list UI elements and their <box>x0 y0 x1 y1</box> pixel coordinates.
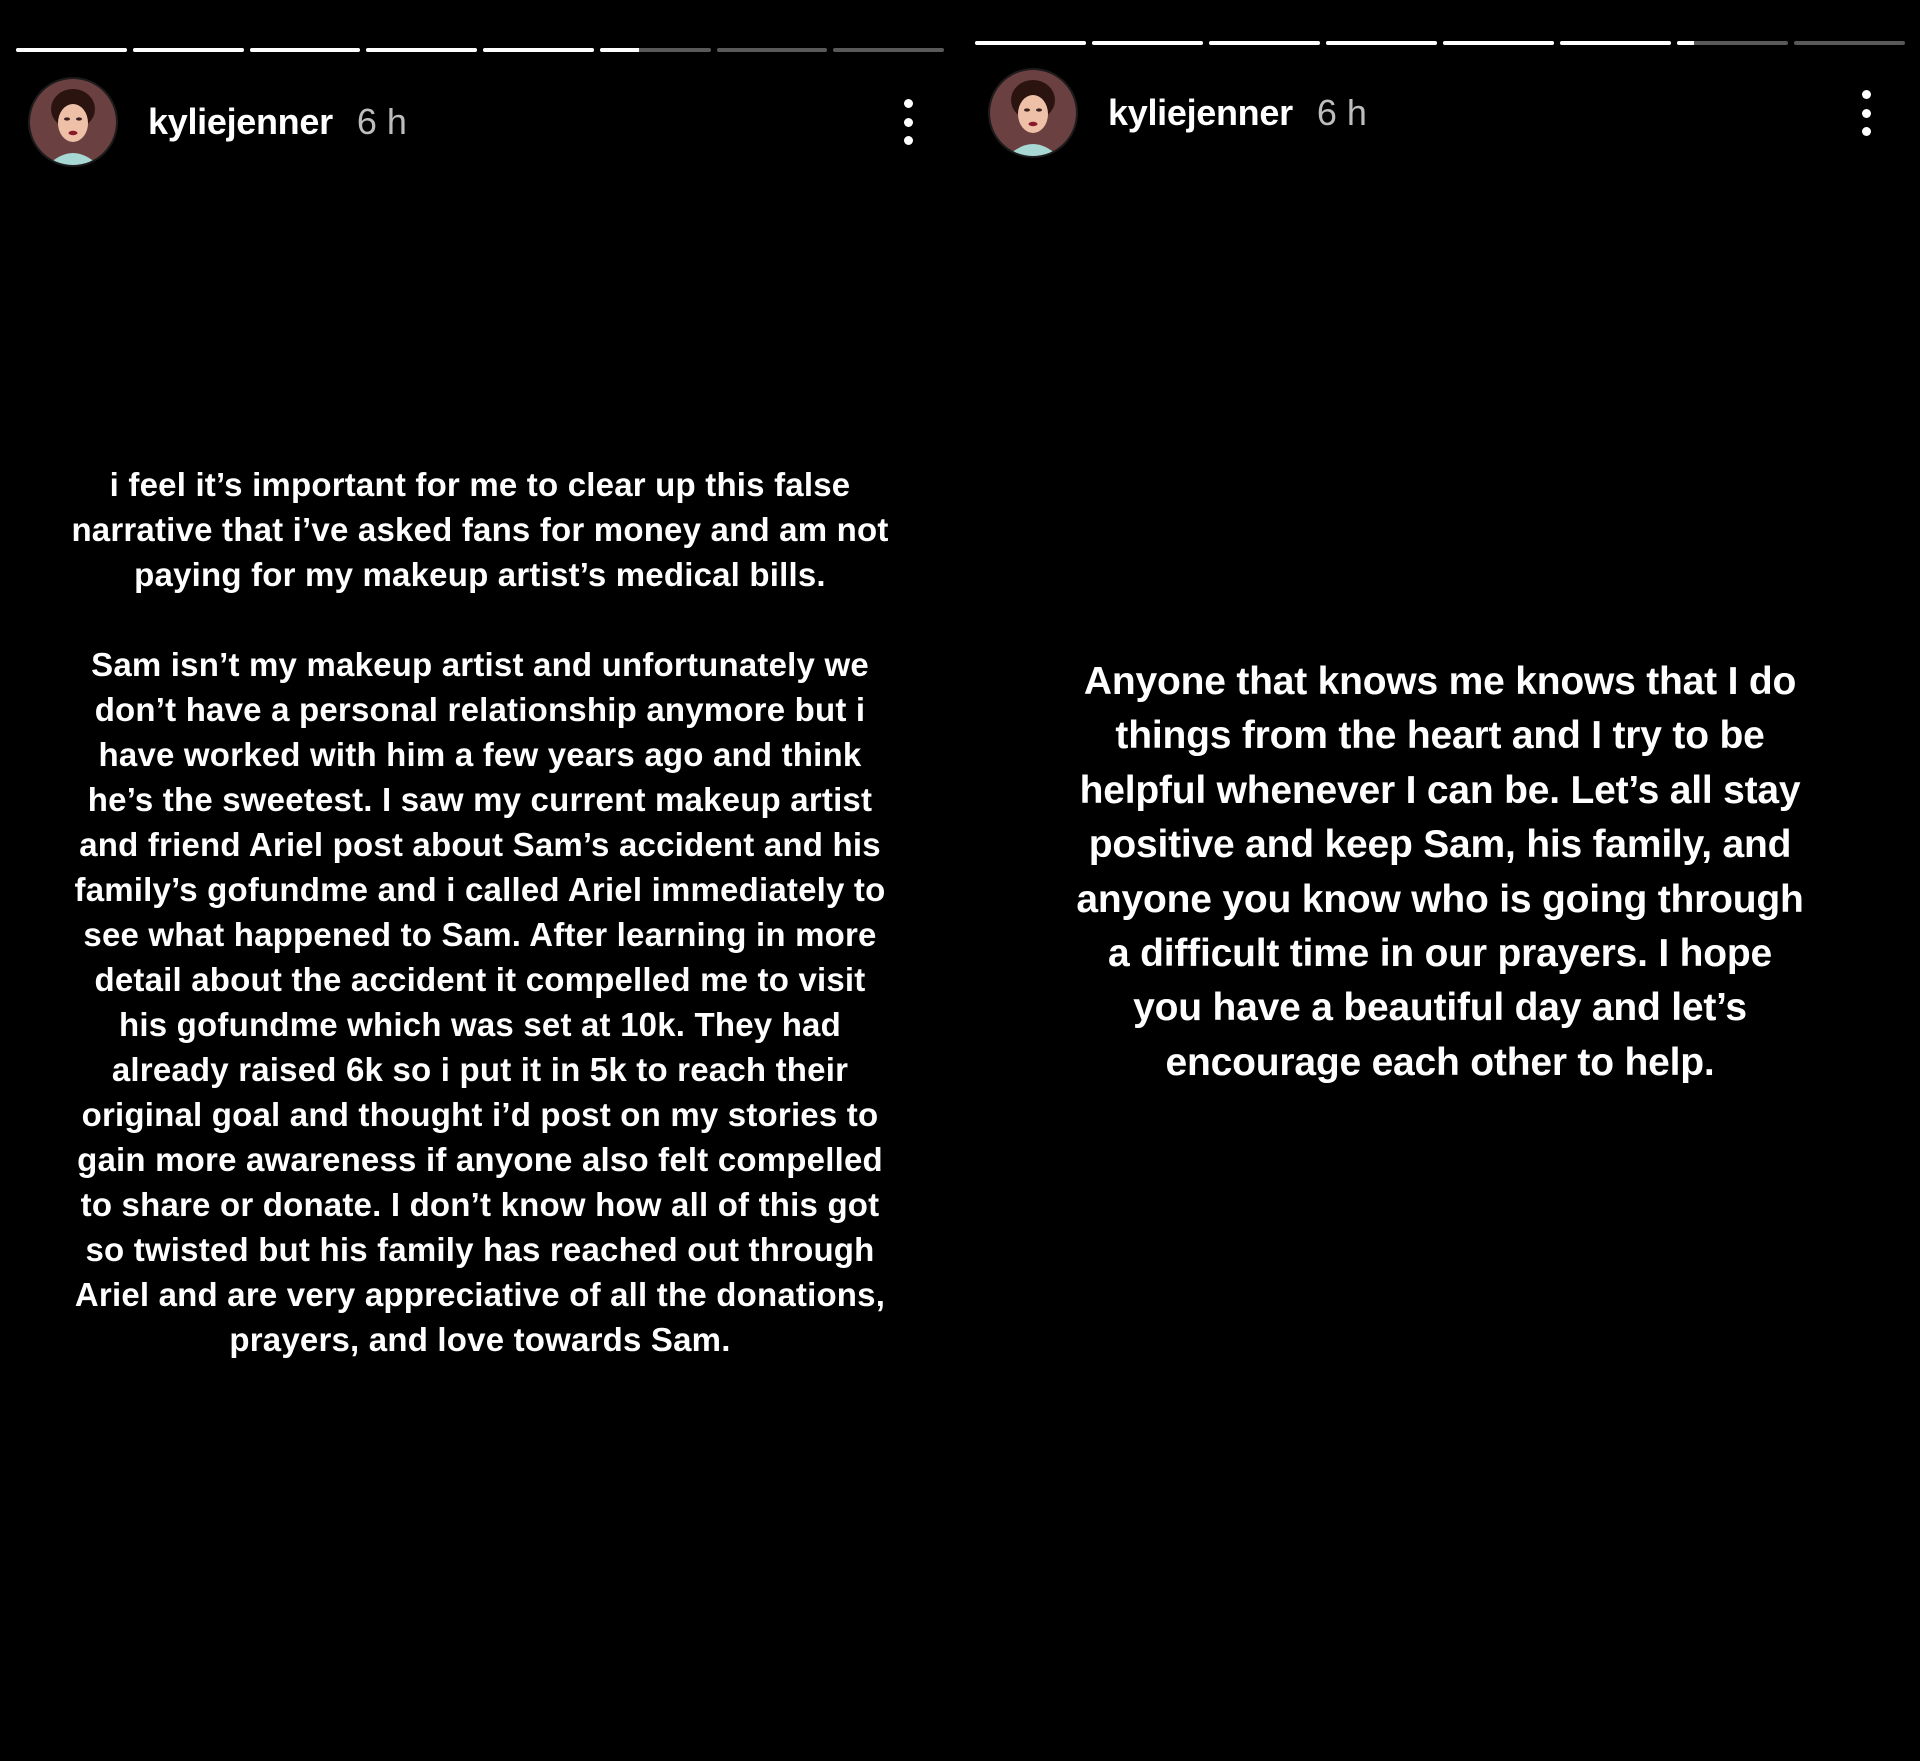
story-progress-bar <box>16 48 944 52</box>
avatar-portrait-icon <box>990 70 1076 156</box>
username[interactable]: kyliejenner <box>1108 92 1293 133</box>
progress-segment <box>717 48 828 52</box>
progress-segment <box>600 48 711 52</box>
progress-segment <box>1443 41 1554 45</box>
progress-segment <box>975 41 1086 45</box>
progress-segment <box>1209 41 1320 45</box>
progress-segment <box>250 48 361 52</box>
progress-segment <box>366 48 477 52</box>
timestamp: 6 h <box>356 101 407 142</box>
progress-segment <box>833 48 944 52</box>
progress-segment <box>1677 41 1788 45</box>
story-header <box>30 77 930 167</box>
more-options-icon[interactable] <box>1846 86 1886 140</box>
profile-avatar[interactable] <box>990 70 1076 156</box>
username[interactable]: kyliejenner <box>148 101 333 142</box>
progress-segment <box>1560 41 1671 45</box>
progress-segment <box>1092 41 1203 45</box>
timestamp: 6 h <box>1316 92 1367 133</box>
progress-segment <box>16 48 127 52</box>
story-text: Anyone that knows me knows that I do things from the heart and I try to be helpful whenever I can be. Let’s all stay positive and keep Sam, his family, and anyone you know who is going through a difficult time in our prayers. I hope you have a beautiful day and let’s encourage each other to help. <box>1076 660 1804 1084</box>
story-progress-bar <box>975 41 1905 45</box>
progress-segment <box>1794 41 1905 45</box>
profile-avatar[interactable] <box>30 79 116 165</box>
more-options-icon[interactable] <box>888 95 928 149</box>
progress-segment <box>1326 41 1437 45</box>
avatar-portrait-icon <box>30 79 116 165</box>
story-text: i feel it’s important for me to clear up this false narrative that i’ve asked fans for money and am not paying for my makeup artist’s medical bills. Sam isn’t my makeup artist and unfortunately we don’t have a personal relationship anymore but i have worked with him a few years ago and think he’s the sweetest. I saw my current makeup artist and friend Ariel post about Sam’s accident and his family’s gofundme and i called Ariel immediately to see what happened to Sam. After learning in more detail about the accident it compelled me to visit his gofundme which was set at 10k. They had already raised 6k so i put it in 5k to reach their original goal and thought i’d post on my stories to gain more awareness if anyone also felt compelled to share or donate. I don’t know how all of this got so twisted but his family has reached out through Ariel and are very appreciative of all the donations, prayers, and love towards Sam. <box>71 466 889 1358</box>
progress-segment <box>483 48 594 52</box>
progress-segment <box>133 48 244 52</box>
story-panel-right[interactable] <box>960 0 1920 1761</box>
story-header <box>990 68 1890 158</box>
